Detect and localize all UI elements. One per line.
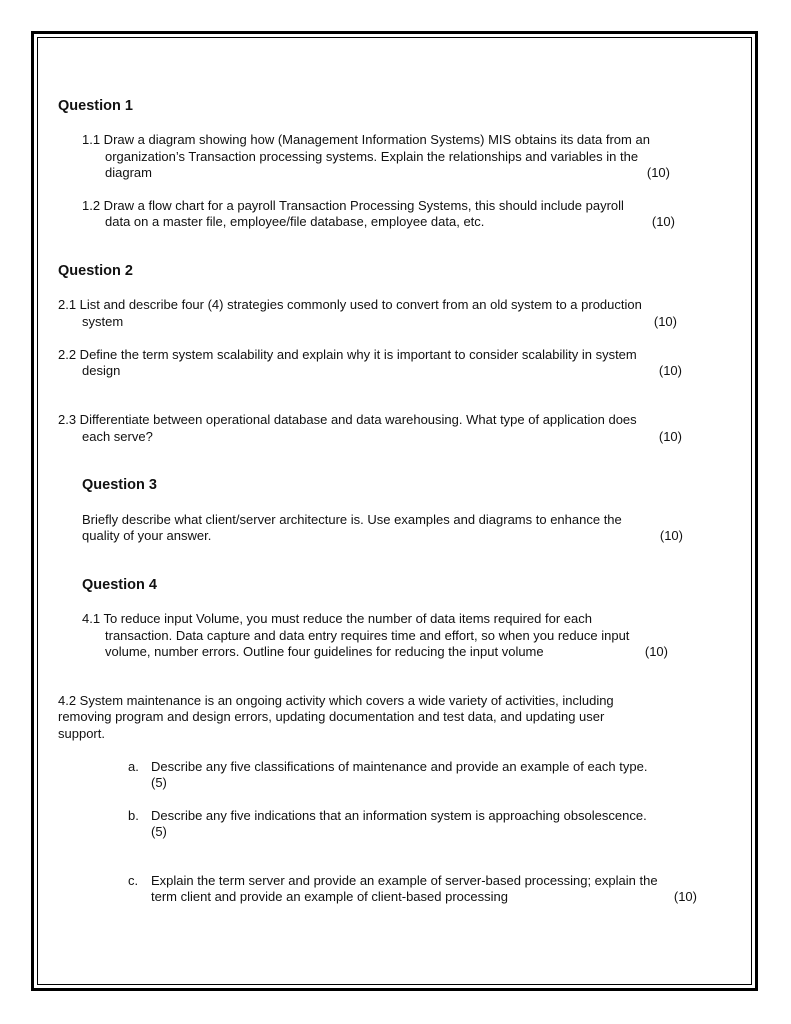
- q2-3-marks: (10): [658, 429, 682, 444]
- q4-2-line1: 4.2 System maintenance is an ongoing activity which covers a wide variety of activities, including: [58, 693, 614, 708]
- q1-2-line2: data on a master file, employee/file database, employee data, etc.: [105, 214, 485, 229]
- q1-1-line2: organization’s Transaction processing systems. Explain the relationships and variables in the: [105, 149, 639, 164]
- q1-2-marks: (10): [651, 214, 675, 229]
- q3-line1: Briefly describe what client/server architecture is. Use examples and diagrams to enhance the: [82, 512, 622, 527]
- question-3-heading: Question 3: [82, 477, 157, 493]
- q3-line2: quality of your answer.: [82, 528, 212, 543]
- q2-3-line1: 2.3 Differentiate between operational database and data warehousing. What type of application does: [58, 412, 637, 427]
- q4-2-line2: removing program and design errors, updating documentation and test data, and updating user: [58, 709, 605, 724]
- q4-2b-label: b.: [128, 808, 139, 823]
- q4-2c-line1: Explain the term server and provide an example of server-based processing; explain the: [151, 873, 658, 888]
- q1-2-line1: 1.2 Draw a flow chart for a payroll Transaction Processing Systems, this should include payroll: [82, 198, 624, 213]
- q4-2a-marks: (5): [151, 775, 167, 790]
- q4-2c-label: c.: [128, 873, 139, 888]
- q2-2-marks: (10): [658, 363, 682, 378]
- q4-2-line3: support.: [58, 726, 105, 741]
- q2-3-line2: each serve?: [82, 429, 153, 444]
- q4-2a-label: a.: [128, 759, 139, 774]
- q4-2b-line1: Describe any five indications that an information system is approaching obsolescence.: [151, 808, 647, 823]
- q2-1-line1: 2.1 List and describe four (4) strategies commonly used to convert from an old system to a production: [58, 297, 642, 312]
- q1-1-line1: 1.1 Draw a diagram showing how (Management Information Systems) MIS obtains its data from an: [82, 132, 650, 147]
- q4-2c-marks: (10): [673, 889, 697, 904]
- q4-1-marks: (10): [644, 644, 668, 659]
- q4-2a-line1: Describe any five classifications of maintenance and provide an example of each type.: [151, 759, 648, 774]
- q2-1-line2: system: [82, 314, 124, 329]
- question-1-heading: Question 1: [58, 98, 133, 114]
- question-2-heading: Question 2: [58, 263, 133, 279]
- q2-2-line1: 2.2 Define the term system scalability and explain why it is important to consider scalability in system: [58, 347, 637, 362]
- q4-1-line1: 4.1 To reduce input Volume, you must reduce the number of data items required for each: [82, 611, 592, 626]
- q1-1-line3: diagram: [105, 165, 152, 180]
- q2-1-marks: (10): [653, 314, 677, 329]
- q1-1-marks: (10): [646, 165, 670, 180]
- question-4-heading: Question 4: [82, 577, 157, 593]
- q3-marks: (10): [659, 528, 683, 543]
- q4-2b-marks: (5): [151, 824, 167, 839]
- q2-2-line2: design: [82, 363, 121, 378]
- q4-2c-line2: term client and provide an example of client-based processing: [151, 889, 508, 904]
- q4-1-line3: volume, number errors. Outline four guidelines for reducing the input volume: [105, 644, 544, 659]
- q4-1-line2: transaction. Data capture and data entry requires time and effort, so when you reduce input: [105, 628, 630, 643]
